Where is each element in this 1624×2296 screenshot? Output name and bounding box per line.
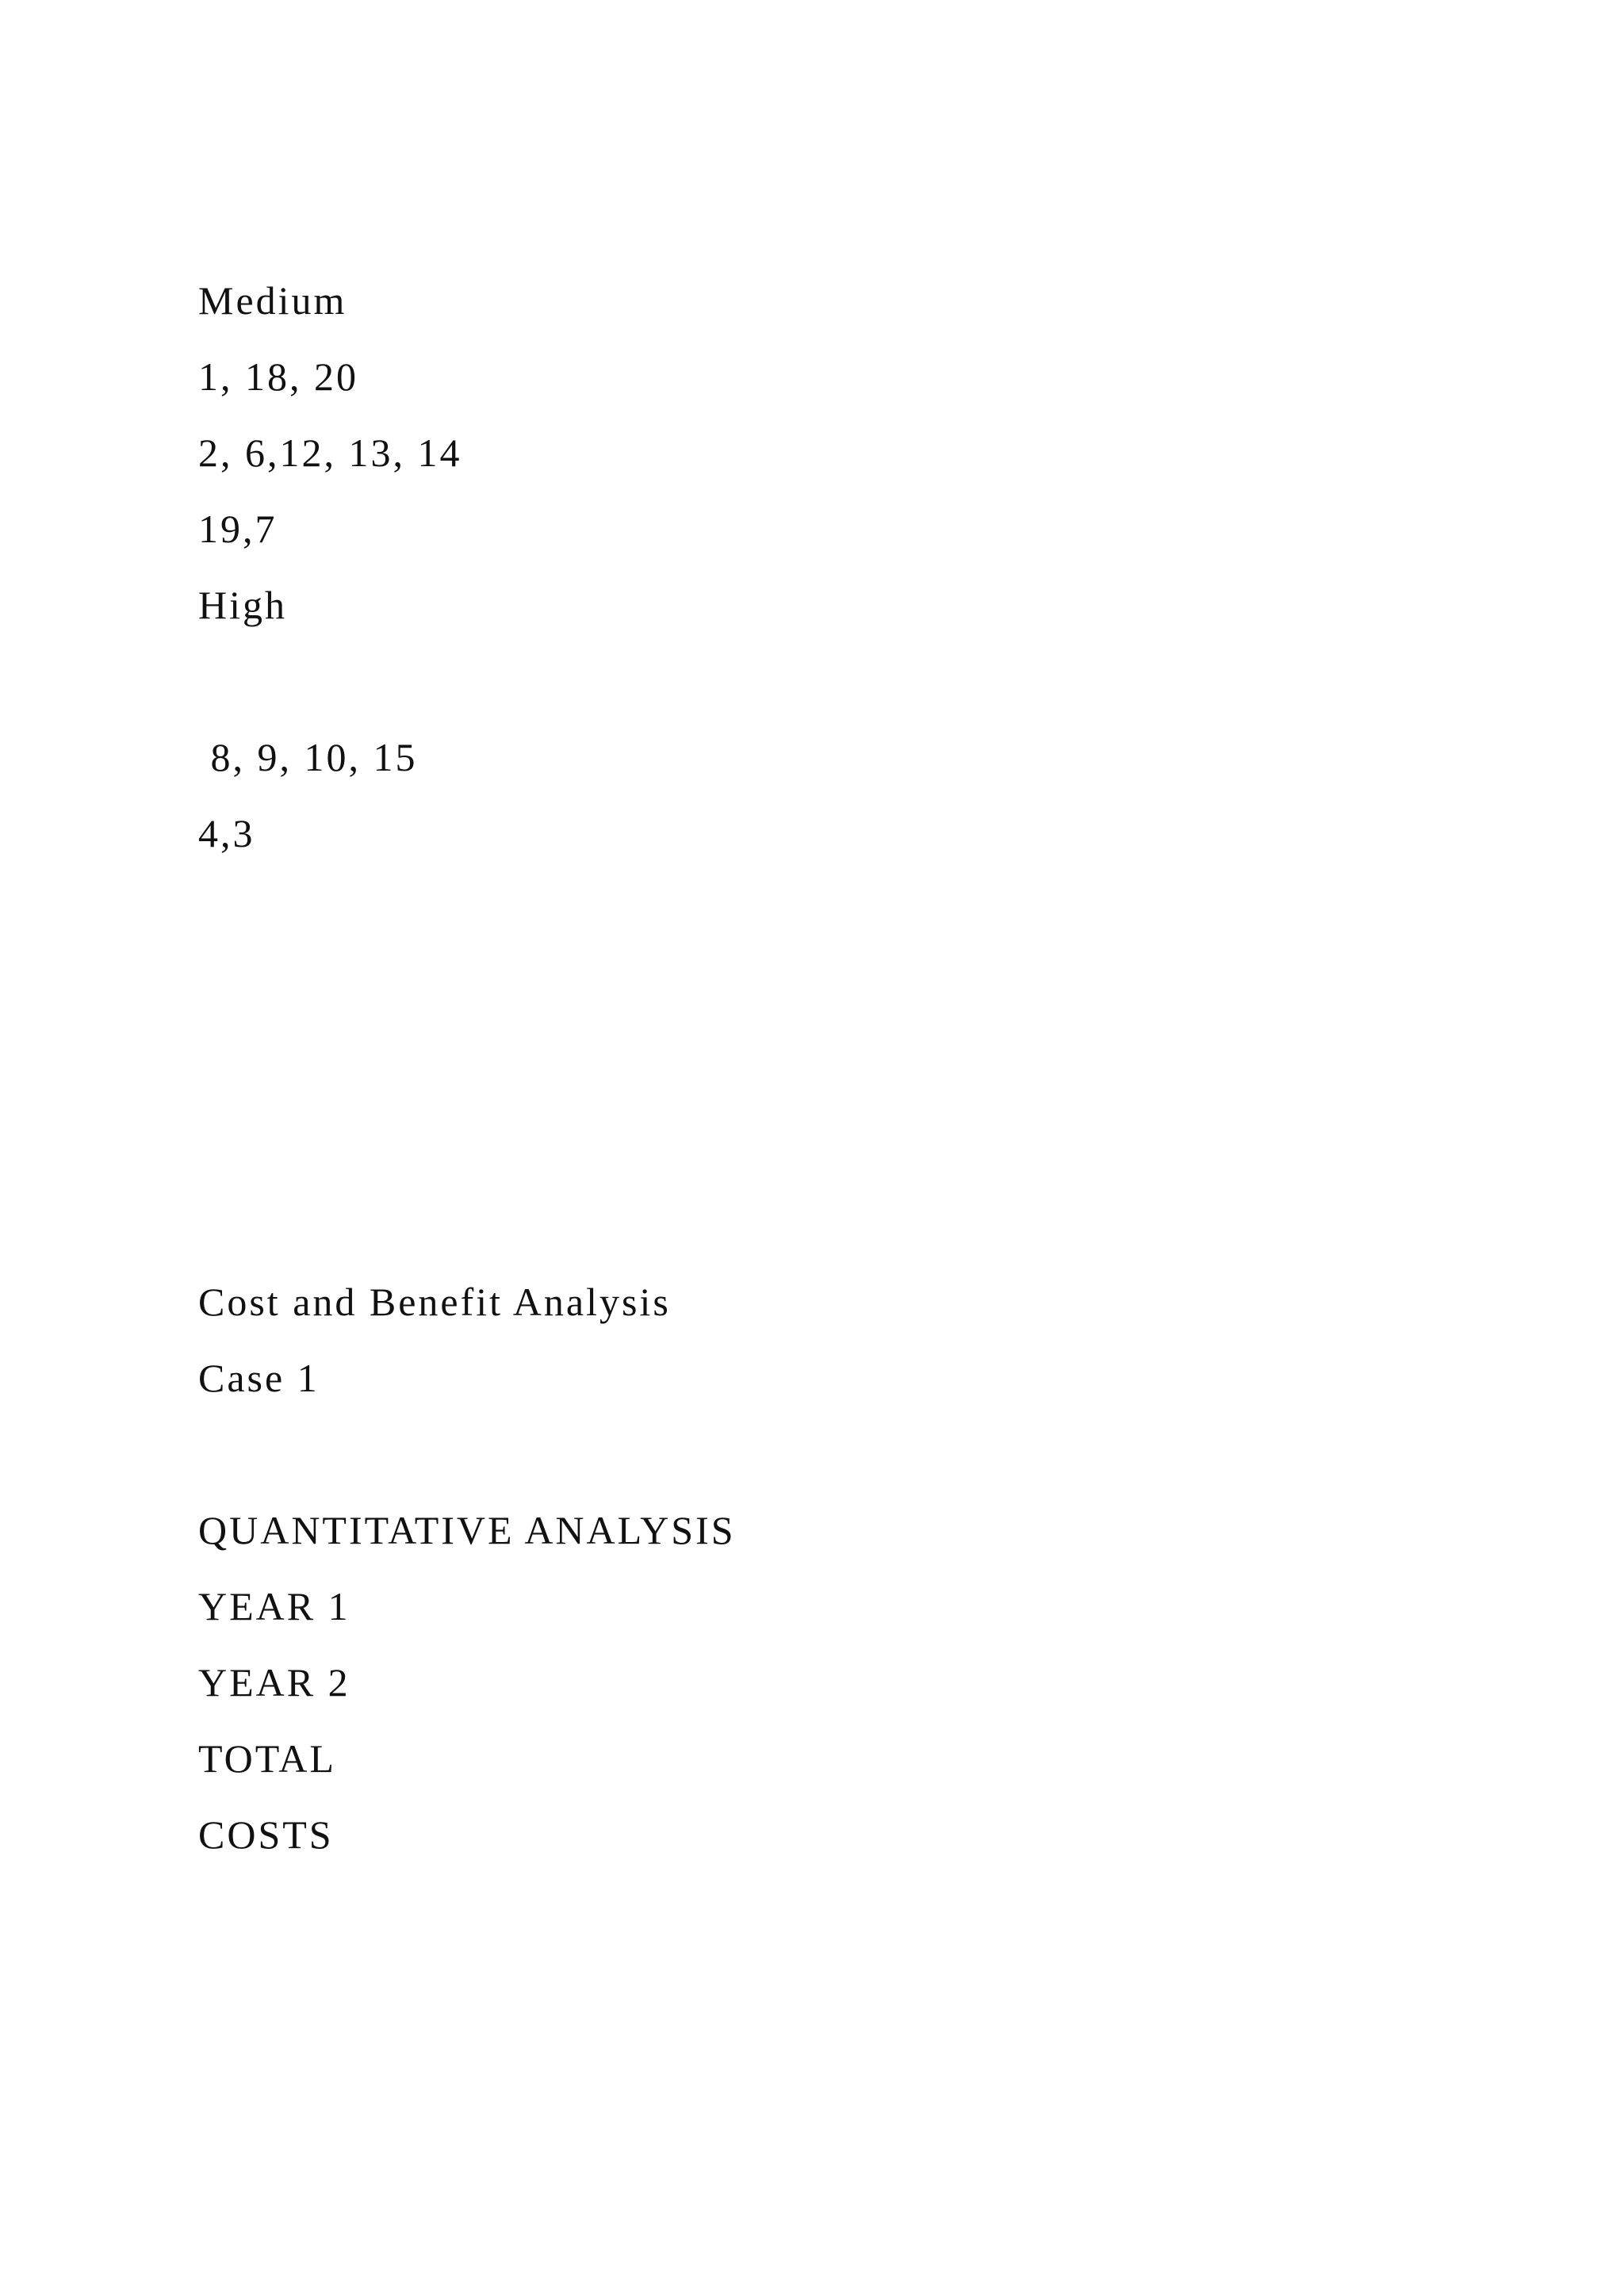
- total-label: TOTAL: [198, 1736, 336, 1781]
- text-line-high: High: [198, 583, 287, 627]
- text-line-numbers-2: 2, 6,12, 13, 14: [198, 430, 462, 475]
- text-line-numbers-5: 4,3: [198, 811, 255, 855]
- analysis-heading: QUANTITATIVE ANALYSIS: [198, 1508, 736, 1552]
- case-label: Case 1: [198, 1356, 320, 1400]
- text-line-numbers-4: 8, 9, 10, 15: [198, 735, 418, 779]
- year-2-label: YEAR 2: [198, 1660, 350, 1705]
- section-title: Cost and Benefit Analysis: [198, 1280, 671, 1324]
- text-line-numbers-1: 1, 18, 20: [198, 354, 358, 399]
- text-line-medium: Medium: [198, 278, 347, 323]
- text-line-numbers-3: 19,7: [198, 507, 278, 551]
- costs-label: COSTS: [198, 1812, 334, 1857]
- year-1-label: YEAR 1: [198, 1584, 350, 1628]
